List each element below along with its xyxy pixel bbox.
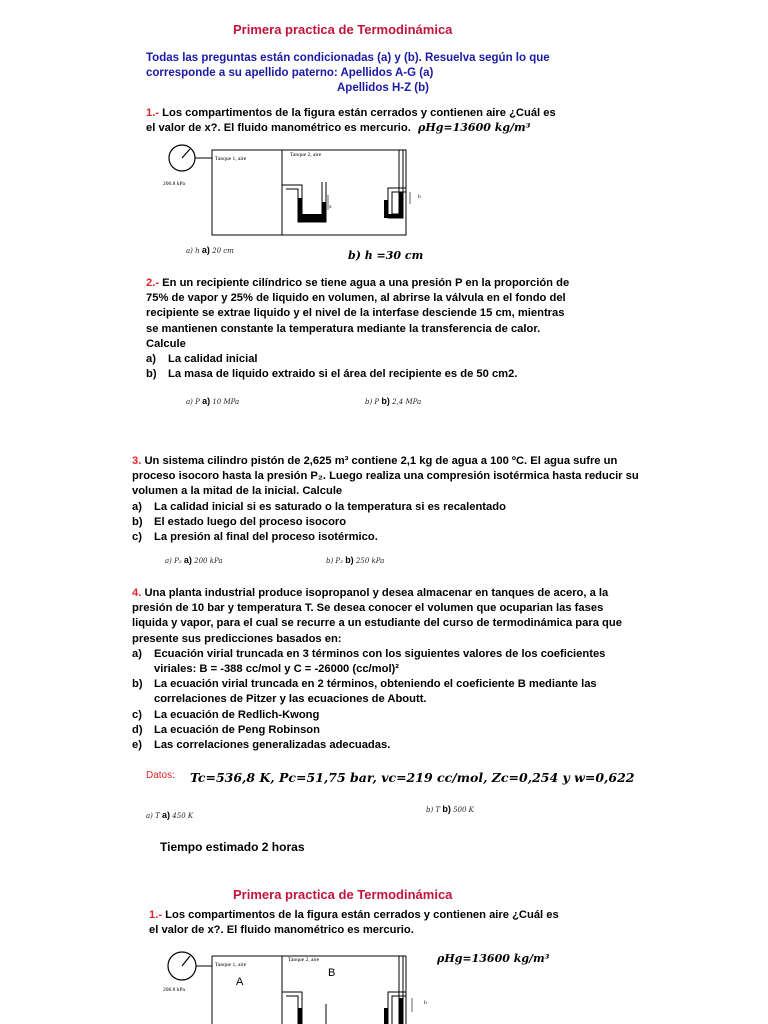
tank-1-label: Tanque 1, aire: [215, 156, 247, 162]
page-2-title: Primera practica de Termodinámica: [233, 887, 453, 902]
page-2-h-label: h: [424, 1000, 427, 1006]
datos-equation: Tc=536,8 K, Pc=51,75 bar, vc=219 cc/mol, Zc=0,254 y w=0,622: [190, 770, 635, 785]
page-2-question-1: 1.- Los compartimentos de la figura están cerrados y contienen aire ¿Cuál es el valor de x?. El fluido manométrico es mercurio.: [149, 909, 559, 937]
question-number: 1.-: [149, 909, 163, 921]
answer-1b: b) h =30 cm: [348, 249, 424, 262]
mercury-density: ρHg=13600 kg/m³: [418, 121, 531, 134]
page-2-pressure-gauge-label: 206.8 kPa: [163, 987, 185, 993]
question-1: 1.- Los compartimentos de la figura están cerrados y contienen aire ¿Cuál es el valor de x?. El fluido manométrico es mercurio.: [146, 107, 556, 135]
estimated-time: Tiempo estimado 2 horas: [160, 840, 305, 854]
answer-4b: b) T b) 500 K: [426, 804, 474, 814]
pressure-gauge-label: 206.8 kPa: [163, 181, 185, 187]
question-number: 3.: [132, 455, 142, 467]
question-number: 2.-: [146, 277, 160, 289]
answer-3b: b) P₂ b) 250 kPa: [326, 555, 385, 565]
page-2-manometer-figure: [160, 944, 440, 1024]
h-label: h: [418, 194, 421, 200]
answer-3a: a) P₂ a) 200 kPa: [165, 555, 223, 565]
intro-line-1: Todas las preguntas están condicionadas (a) y (b). Resuelva según lo que: [146, 52, 550, 64]
page-title: Primera practica de Termodinámica: [233, 22, 453, 37]
question-number: 4.: [132, 587, 142, 599]
question-3: 3. Un sistema cilindro pistón de 2,625 m³ contiene 2,1 kg de agua a 100 ºC. El agua sufre un proceso isocoro hasta la presión P₂. Luego realiza una compresión isotérmica hasta reducir su volumen a la mitad de la inicial. Calcule a) La calidad inicial si es saturado o la temperatura si es recalentado b) El estado luego del proceso isocoro c) La presión al final del proceso isotérmico.: [132, 455, 639, 544]
answer-2a: a) P a) 10 MPa: [186, 396, 240, 406]
page-2-mercury-density: ρHg=13600 kg/m³: [437, 952, 550, 965]
question-4: 4. Una planta industrial produce isopropanol y desea almacenar en tanques de acero, a la presión de 10 bar y temperatura T. Se desea conocer el volumen que ocuparian las fases liquida y vapor, para el cual se recurre a un estudiante del curso de termodinámica para que presente sus predicciones basados en: a) Ecuación virial truncada en 3 términos con los siguientes valores de los coeficientes viriales: B = -388 cc/mol y C = -26000 (cc/mol)² b) La ecuación virial truncada en 2 términos, obteniendo el coeficiente B mediante las correlaciones de Pitzer y las ecuaciones de Aboutt. c) La ecuación de Redlich-Kwong d) La ecuación de Peng Robinson e) Las correlaciones generalizadas adecuadas.: [132, 587, 622, 752]
page-2-tank-2-label: Tanque 2, aire: [288, 957, 320, 963]
tank-A-label: A: [236, 976, 244, 988]
page-2-tank-1-label: Tanque 1, aire: [215, 962, 247, 968]
answer-1a: a) h a) 20 cm: [186, 245, 234, 255]
intro-line-3: Apellidos H-Z (b): [337, 82, 429, 94]
question-2: 2.- En un recipiente cilíndrico se tiene agua a una presión P en la proporción de 75% de vapor y 25% de liquido en volumen, al abrirse la válvula en el fondo del recipiente se extrae liquido y el nivel de la interfase desciende 15 cm, mientras se mantienen constante la temperatura mediante la transferencia de calor. Calcule a) La calidad inicial b) La masa de liquido extraido si el área del recipiente es de 50 cm2.: [146, 277, 570, 381]
x-label: x: [329, 204, 332, 210]
answer-4a: a) T a) 450 K: [146, 810, 194, 820]
intro-line-2: corresponde a su apellido paterno: Apellidos A-G (a): [146, 67, 434, 79]
tank-2-label: Tanque 2, aire: [290, 152, 322, 158]
answer-2b: b) P b) 2,4 MPa: [365, 396, 422, 406]
question-number: 1.-: [146, 107, 160, 119]
tank-B-label: B: [328, 967, 336, 979]
datos-label: Datos:: [146, 770, 175, 781]
